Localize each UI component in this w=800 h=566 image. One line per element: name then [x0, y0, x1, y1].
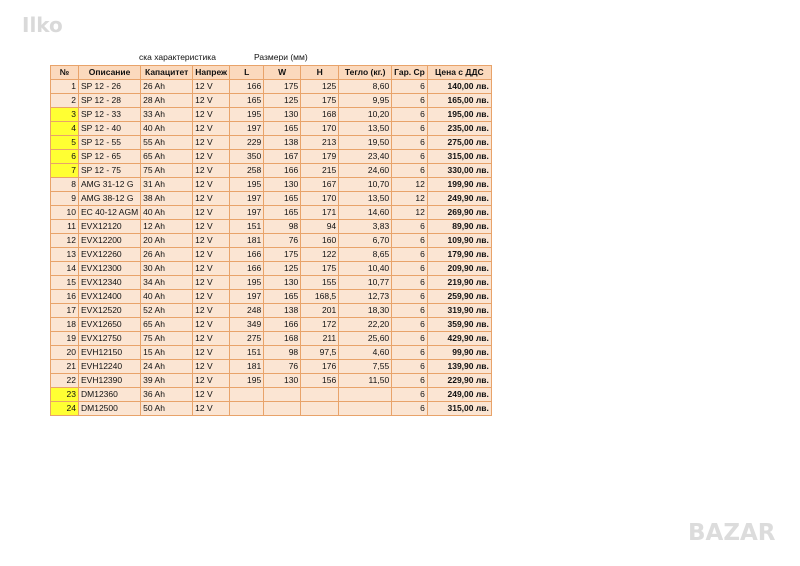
cell-warranty: 6: [392, 290, 428, 304]
cell-length: 181: [230, 234, 264, 248]
cell-price: 140,00 лв.: [427, 80, 491, 94]
table-row: [51, 388, 492, 402]
table-row: [51, 360, 492, 374]
col-header-capacity: Капацитет: [141, 66, 193, 80]
cell-capacity: 55 Ah: [141, 136, 193, 150]
cell-voltage: 12 V: [193, 262, 230, 276]
cell-warranty: 6: [392, 248, 428, 262]
cell-description: EVX12400: [79, 290, 141, 304]
cell-length: [230, 402, 264, 416]
cell-warranty: 6: [392, 304, 428, 318]
cell-height: 175: [301, 262, 339, 276]
cell-voltage: 12 V: [193, 150, 230, 164]
cell-number: 18: [51, 318, 79, 332]
cell-description: EVX12260: [79, 248, 141, 262]
cell-weight: 9,95: [339, 94, 392, 108]
cell-capacity: 36 Ah: [141, 388, 193, 402]
cell-description: EVX12650: [79, 318, 141, 332]
cell-width: 165: [264, 206, 301, 220]
table-row: [51, 164, 492, 178]
cell-capacity: 39 Ah: [141, 374, 193, 388]
cell-price: 99,90 лв.: [427, 346, 491, 360]
cell-description: AMG 31-12 G: [79, 178, 141, 192]
cell-price: 199,90 лв.: [427, 178, 491, 192]
cell-voltage: 12 V: [193, 80, 230, 94]
header-characteristic-label: ска характеристика: [139, 52, 216, 62]
cell-voltage: 12 V: [193, 388, 230, 402]
cell-width: 168: [264, 332, 301, 346]
cell-height: 175: [301, 94, 339, 108]
cell-width: 138: [264, 136, 301, 150]
cell-height: 171: [301, 206, 339, 220]
cell-weight: 4,60: [339, 346, 392, 360]
cell-voltage: 12 V: [193, 136, 230, 150]
cell-length: 197: [230, 206, 264, 220]
cell-number: 16: [51, 290, 79, 304]
cell-weight: 10,20: [339, 108, 392, 122]
table-row: [51, 94, 492, 108]
cell-description: EVH12390: [79, 374, 141, 388]
cell-height: 215: [301, 164, 339, 178]
cell-width: 165: [264, 290, 301, 304]
cell-height: 160: [301, 234, 339, 248]
cell-height: [301, 402, 339, 416]
cell-capacity: 33 Ah: [141, 108, 193, 122]
battery-price-table: [50, 65, 492, 416]
cell-description: SP 12 - 40: [79, 122, 141, 136]
cell-warranty: 6: [392, 234, 428, 248]
cell-price: 275,00 лв.: [427, 136, 491, 150]
cell-warranty: 6: [392, 150, 428, 164]
cell-width: 130: [264, 276, 301, 290]
cell-number: 1: [51, 80, 79, 94]
cell-height: 156: [301, 374, 339, 388]
cell-weight: 10,40: [339, 262, 392, 276]
col-header-price: Цена с ДДС: [427, 66, 491, 80]
cell-width: 98: [264, 346, 301, 360]
cell-length: 197: [230, 290, 264, 304]
cell-price: 315,00 лв.: [427, 150, 491, 164]
cell-number: 23: [51, 388, 79, 402]
cell-weight: 13,50: [339, 122, 392, 136]
table-row: [51, 192, 492, 206]
table-row: [51, 150, 492, 164]
cell-price: 195,00 лв.: [427, 108, 491, 122]
cell-price: 319,90 лв.: [427, 304, 491, 318]
cell-height: 122: [301, 248, 339, 262]
cell-height: 170: [301, 192, 339, 206]
cell-height: 167: [301, 178, 339, 192]
cell-description: SP 12 - 33: [79, 108, 141, 122]
cell-weight: 19,50: [339, 136, 392, 150]
cell-length: 151: [230, 346, 264, 360]
cell-voltage: 12 V: [193, 94, 230, 108]
cell-height: 168: [301, 108, 339, 122]
table-row: [51, 234, 492, 248]
table-row: [51, 178, 492, 192]
cell-number: 24: [51, 402, 79, 416]
cell-number: 5: [51, 136, 79, 150]
cell-warranty: 6: [392, 136, 428, 150]
cell-capacity: 40 Ah: [141, 206, 193, 220]
cell-warranty: 6: [392, 402, 428, 416]
cell-width: 165: [264, 192, 301, 206]
cell-capacity: 26 Ah: [141, 248, 193, 262]
cell-weight: 14,60: [339, 206, 392, 220]
cell-weight: 6,70: [339, 234, 392, 248]
cell-warranty: 6: [392, 346, 428, 360]
table-row: [51, 262, 492, 276]
cell-warranty: 6: [392, 388, 428, 402]
table-row: [51, 346, 492, 360]
cell-length: 195: [230, 108, 264, 122]
cell-capacity: 52 Ah: [141, 304, 193, 318]
cell-warranty: 12: [392, 206, 428, 220]
cell-voltage: 12 V: [193, 276, 230, 290]
cell-height: 168,5: [301, 290, 339, 304]
cell-width: 125: [264, 94, 301, 108]
cell-length: 166: [230, 248, 264, 262]
cell-price: 165,00 лв.: [427, 94, 491, 108]
cell-warranty: 6: [392, 332, 428, 346]
col-header-number: №: [51, 66, 79, 80]
cell-weight: [339, 388, 392, 402]
cell-voltage: 12 V: [193, 164, 230, 178]
cell-number: 12: [51, 234, 79, 248]
cell-price: 249,00 лв.: [427, 388, 491, 402]
cell-length: 195: [230, 276, 264, 290]
cell-length: 166: [230, 262, 264, 276]
cell-weight: 8,65: [339, 248, 392, 262]
cell-price: 179,90 лв.: [427, 248, 491, 262]
cell-description: SP 12 - 65: [79, 150, 141, 164]
cell-width: 98: [264, 220, 301, 234]
cell-height: 211: [301, 332, 339, 346]
cell-number: 9: [51, 192, 79, 206]
table-row: [51, 248, 492, 262]
cell-description: EVX12750: [79, 332, 141, 346]
cell-warranty: 6: [392, 318, 428, 332]
col-header-weight: Тегло (кг.): [339, 66, 392, 80]
watermark-logo: Ilko: [22, 13, 63, 37]
cell-width: 76: [264, 234, 301, 248]
cell-description: SP 12 - 75: [79, 164, 141, 178]
cell-capacity: 12 Ah: [141, 220, 193, 234]
cell-description: EVH12240: [79, 360, 141, 374]
cell-width: 175: [264, 80, 301, 94]
cell-weight: 10,77: [339, 276, 392, 290]
cell-number: 10: [51, 206, 79, 220]
cell-height: 179: [301, 150, 339, 164]
cell-height: 172: [301, 318, 339, 332]
cell-description: EVX12520: [79, 304, 141, 318]
header-dimensions-label: Размери (мм): [254, 52, 308, 62]
col-header-warranty: Гар. Ср: [392, 66, 428, 80]
cell-height: 176: [301, 360, 339, 374]
cell-capacity: 24 Ah: [141, 360, 193, 374]
cell-voltage: 12 V: [193, 122, 230, 136]
cell-price: 219,90 лв.: [427, 276, 491, 290]
cell-voltage: 12 V: [193, 332, 230, 346]
cell-warranty: 6: [392, 94, 428, 108]
cell-weight: 25,60: [339, 332, 392, 346]
cell-capacity: 75 Ah: [141, 164, 193, 178]
cell-warranty: 6: [392, 220, 428, 234]
cell-price: 229,90 лв.: [427, 374, 491, 388]
cell-capacity: 28 Ah: [141, 94, 193, 108]
cell-height: 213: [301, 136, 339, 150]
cell-width: 138: [264, 304, 301, 318]
cell-description: AMG 38-12 G: [79, 192, 141, 206]
cell-number: 21: [51, 360, 79, 374]
col-header-width: W: [264, 66, 301, 80]
cell-width: 76: [264, 360, 301, 374]
cell-price: 359,90 лв.: [427, 318, 491, 332]
cell-height: 155: [301, 276, 339, 290]
cell-number: 14: [51, 262, 79, 276]
cell-description: SP 12 - 26: [79, 80, 141, 94]
table-row: [51, 304, 492, 318]
cell-weight: 18,30: [339, 304, 392, 318]
cell-price: 429,90 лв.: [427, 332, 491, 346]
cell-description: EVX12300: [79, 262, 141, 276]
table-row: [51, 318, 492, 332]
cell-weight: 11,50: [339, 374, 392, 388]
cell-width: [264, 388, 301, 402]
cell-price: 259,90 лв.: [427, 290, 491, 304]
col-header-description: Описание: [79, 66, 141, 80]
cell-number: 3: [51, 108, 79, 122]
cell-number: 13: [51, 248, 79, 262]
cell-number: 11: [51, 220, 79, 234]
cell-number: 7: [51, 164, 79, 178]
cell-length: 229: [230, 136, 264, 150]
table-row: [51, 122, 492, 136]
cell-price: 269,90 лв.: [427, 206, 491, 220]
cell-number: 4: [51, 122, 79, 136]
cell-description: EVH12150: [79, 346, 141, 360]
cell-length: 151: [230, 220, 264, 234]
cell-voltage: 12 V: [193, 402, 230, 416]
cell-number: 22: [51, 374, 79, 388]
cell-capacity: 75 Ah: [141, 332, 193, 346]
table-row: [51, 374, 492, 388]
cell-voltage: 12 V: [193, 374, 230, 388]
cell-length: 166: [230, 80, 264, 94]
cell-capacity: 30 Ah: [141, 262, 193, 276]
cell-height: 170: [301, 122, 339, 136]
cell-voltage: 12 V: [193, 248, 230, 262]
col-header-voltage: Напреж: [193, 66, 230, 80]
cell-price: 315,00 лв.: [427, 402, 491, 416]
cell-weight: 23,40: [339, 150, 392, 164]
cell-warranty: 6: [392, 80, 428, 94]
cell-length: 165: [230, 94, 264, 108]
cell-price: 109,90 лв.: [427, 234, 491, 248]
cell-warranty: 6: [392, 122, 428, 136]
cell-width: 175: [264, 248, 301, 262]
cell-voltage: 12 V: [193, 192, 230, 206]
cell-capacity: 31 Ah: [141, 178, 193, 192]
cell-description: DM12500: [79, 402, 141, 416]
cell-length: 197: [230, 122, 264, 136]
table-row: [51, 332, 492, 346]
cell-number: 20: [51, 346, 79, 360]
cell-width: [264, 402, 301, 416]
table-row: [51, 402, 492, 416]
cell-length: 275: [230, 332, 264, 346]
table-row: [51, 108, 492, 122]
cell-voltage: 12 V: [193, 346, 230, 360]
cell-voltage: 12 V: [193, 108, 230, 122]
cell-length: [230, 388, 264, 402]
cell-capacity: 34 Ah: [141, 276, 193, 290]
cell-price: 209,90 лв.: [427, 262, 491, 276]
table-row: [51, 276, 492, 290]
cell-width: 166: [264, 164, 301, 178]
table-row: [51, 290, 492, 304]
cell-length: 195: [230, 178, 264, 192]
cell-number: 15: [51, 276, 79, 290]
cell-height: 201: [301, 304, 339, 318]
cell-weight: 10,70: [339, 178, 392, 192]
table-row: [51, 136, 492, 150]
cell-length: 195: [230, 374, 264, 388]
cell-capacity: 20 Ah: [141, 234, 193, 248]
cell-warranty: 6: [392, 360, 428, 374]
cell-description: EC 40-12 AGM: [79, 206, 141, 220]
cell-weight: 8,60: [339, 80, 392, 94]
cell-warranty: 12: [392, 192, 428, 206]
cell-capacity: 40 Ah: [141, 122, 193, 136]
cell-number: 17: [51, 304, 79, 318]
cell-length: 181: [230, 360, 264, 374]
cell-weight: [339, 402, 392, 416]
cell-width: 130: [264, 178, 301, 192]
cell-height: [301, 388, 339, 402]
cell-capacity: 40 Ah: [141, 290, 193, 304]
cell-capacity: 65 Ah: [141, 318, 193, 332]
col-header-height: H: [301, 66, 339, 80]
cell-price: 235,00 лв.: [427, 122, 491, 136]
cell-number: 19: [51, 332, 79, 346]
cell-voltage: 12 V: [193, 234, 230, 248]
cell-capacity: 38 Ah: [141, 192, 193, 206]
cell-warranty: 12: [392, 178, 428, 192]
cell-capacity: 15 Ah: [141, 346, 193, 360]
cell-warranty: 6: [392, 164, 428, 178]
cell-length: 258: [230, 164, 264, 178]
table-row: [51, 206, 492, 220]
cell-weight: 22,20: [339, 318, 392, 332]
cell-length: 350: [230, 150, 264, 164]
cell-width: 130: [264, 374, 301, 388]
cell-length: 248: [230, 304, 264, 318]
cell-width: 166: [264, 318, 301, 332]
table-row: [51, 80, 492, 94]
cell-width: 165: [264, 122, 301, 136]
cell-voltage: 12 V: [193, 220, 230, 234]
cell-warranty: 6: [392, 108, 428, 122]
table-header-row: [51, 66, 492, 80]
cell-height: 97,5: [301, 346, 339, 360]
cell-voltage: 12 V: [193, 360, 230, 374]
cell-number: 2: [51, 94, 79, 108]
cell-description: SP 12 - 28: [79, 94, 141, 108]
cell-capacity: 50 Ah: [141, 402, 193, 416]
cell-weight: 7,55: [339, 360, 392, 374]
cell-weight: 3,83: [339, 220, 392, 234]
cell-capacity: 65 Ah: [141, 150, 193, 164]
cell-height: 94: [301, 220, 339, 234]
cell-height: 125: [301, 80, 339, 94]
cell-number: 8: [51, 178, 79, 192]
cell-price: 139,90 лв.: [427, 360, 491, 374]
cell-length: 197: [230, 192, 264, 206]
col-header-length: L: [230, 66, 264, 80]
cell-voltage: 12 V: [193, 304, 230, 318]
cell-weight: 12,73: [339, 290, 392, 304]
cell-width: 125: [264, 262, 301, 276]
cell-length: 349: [230, 318, 264, 332]
cell-warranty: 6: [392, 262, 428, 276]
table-row: [51, 220, 492, 234]
cell-description: SP 12 - 55: [79, 136, 141, 150]
cell-description: EVX12120: [79, 220, 141, 234]
cell-voltage: 12 V: [193, 178, 230, 192]
cell-width: 130: [264, 108, 301, 122]
cell-number: 6: [51, 150, 79, 164]
cell-warranty: 6: [392, 374, 428, 388]
cell-voltage: 12 V: [193, 206, 230, 220]
cell-weight: 13,50: [339, 192, 392, 206]
cell-price: 89,90 лв.: [427, 220, 491, 234]
cell-description: DM12360: [79, 388, 141, 402]
cell-capacity: 26 Ah: [141, 80, 193, 94]
bazar-watermark-logo: BAZAR: [688, 520, 776, 546]
cell-price: 330,00 лв.: [427, 164, 491, 178]
cell-warranty: 6: [392, 276, 428, 290]
cell-voltage: 12 V: [193, 290, 230, 304]
cell-voltage: 12 V: [193, 318, 230, 332]
cell-description: EVX12200: [79, 234, 141, 248]
cell-width: 167: [264, 150, 301, 164]
cell-description: EVX12340: [79, 276, 141, 290]
cell-weight: 24,60: [339, 164, 392, 178]
cell-price: 249,90 лв.: [427, 192, 491, 206]
